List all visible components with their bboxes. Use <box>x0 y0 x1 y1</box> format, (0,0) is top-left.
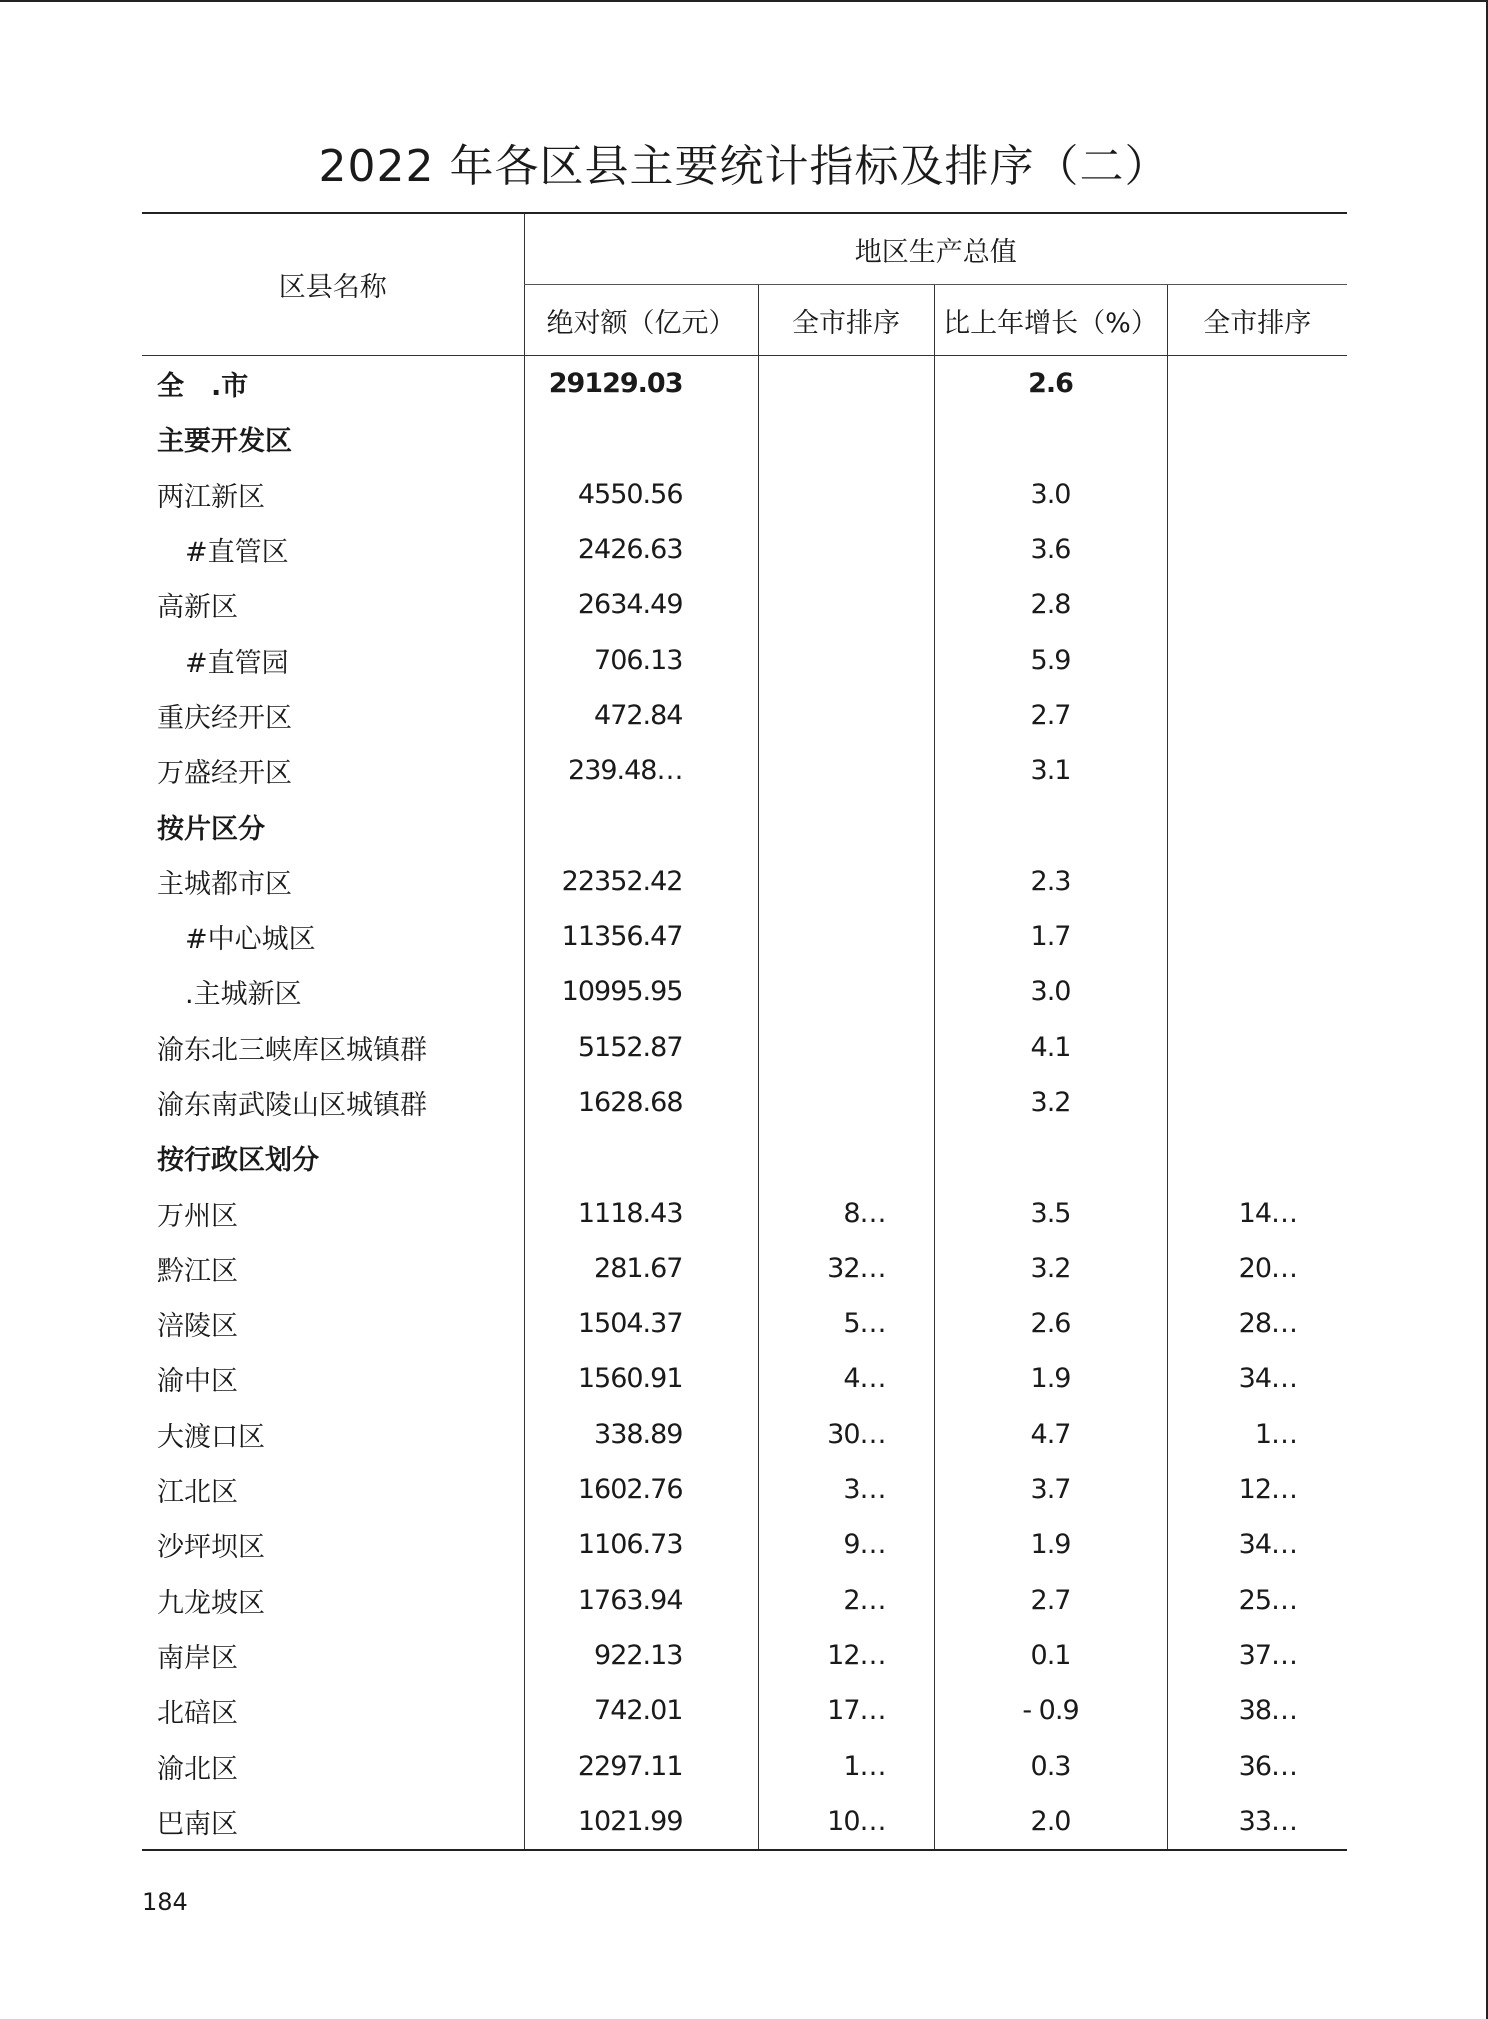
row-growth: 1.9 <box>934 1517 1167 1572</box>
row-rank: 10… <box>758 1794 934 1850</box>
row-growth <box>934 798 1167 853</box>
row-growth: 5.9 <box>934 632 1167 687</box>
row-growth: 3.2 <box>934 1075 1167 1130</box>
row-growth: 2.0 <box>934 1794 1167 1850</box>
row-absolute-value: 4550.56 <box>524 467 758 522</box>
row-growth-rank: 12… <box>1167 1462 1347 1517</box>
row-absolute-value <box>524 1130 758 1185</box>
row-growth-rank <box>1167 743 1347 798</box>
row-growth-rank: 34… <box>1167 1351 1347 1406</box>
row-growth: 2.3 <box>934 854 1167 909</box>
row-growth: 4.7 <box>934 1407 1167 1462</box>
row-growth: 4.1 <box>934 1020 1167 1075</box>
row-absolute-value: 1021.99 <box>524 1794 758 1850</box>
row-growth: 2.6 <box>934 356 1167 412</box>
table-row <box>142 1462 1347 1517</box>
table-row <box>142 1407 1347 1462</box>
row-growth: 2.7 <box>934 688 1167 743</box>
row-rank <box>758 743 934 798</box>
row-name: #中心城区 <box>185 924 316 956</box>
table-row <box>142 467 1347 522</box>
row-name: 万州区 <box>157 1200 238 1232</box>
row-name: 南岸区 <box>157 1642 238 1674</box>
row-name: 北碚区 <box>157 1698 238 1730</box>
row-name: 九龙坡区 <box>157 1587 265 1619</box>
row-absolute-value: 1763.94 <box>524 1573 758 1628</box>
row-rank <box>758 909 934 964</box>
row-name: #直管区 <box>185 537 289 569</box>
row-growth-rank: 25… <box>1167 1573 1347 1628</box>
row-absolute-value: 1106.73 <box>524 1517 758 1572</box>
table-row <box>142 798 1347 853</box>
table-row <box>142 632 1347 687</box>
row-name: 巴南区 <box>157 1808 238 1840</box>
row-absolute-value: 1628.68 <box>524 1075 758 1130</box>
row-name: 渝东北三峡库区城镇群 <box>157 1034 427 1066</box>
row-name: 按片区分 <box>157 813 265 845</box>
row-name: 高新区 <box>157 592 238 624</box>
row-name: 渝中区 <box>157 1366 238 1398</box>
row-name: 沙坪坝区 <box>157 1532 265 1564</box>
row-absolute-value: 2426.63 <box>524 522 758 577</box>
row-absolute-value: 281.67 <box>524 1241 758 1296</box>
row-name: 渝北区 <box>157 1753 238 1785</box>
row-absolute-value: 742.01 <box>524 1683 758 1738</box>
row-rank <box>758 1075 934 1130</box>
row-growth: 3.0 <box>934 467 1167 522</box>
row-name: 两江新区 <box>157 481 265 513</box>
row-absolute-value <box>524 798 758 853</box>
table-row <box>142 909 1347 964</box>
row-growth-rank: 36… <box>1167 1738 1347 1793</box>
row-growth-rank: 38… <box>1167 1683 1347 1738</box>
row-name: 重庆经开区 <box>157 702 292 734</box>
row-rank: 3… <box>758 1462 934 1517</box>
row-absolute-value: 2634.49 <box>524 577 758 632</box>
table-row <box>142 1683 1347 1738</box>
row-absolute-value: 11356.47 <box>524 909 758 964</box>
row-growth: 2.8 <box>934 577 1167 632</box>
row-name: .主城新区 <box>185 979 302 1011</box>
row-rank <box>758 798 934 853</box>
row-growth-rank <box>1167 854 1347 909</box>
row-rank <box>758 964 934 1019</box>
row-rank: 12… <box>758 1628 934 1683</box>
row-rank: 1… <box>758 1738 934 1793</box>
table-row <box>142 964 1347 1019</box>
row-growth: 0.3 <box>934 1738 1167 1793</box>
row-rank: 5… <box>758 1296 934 1351</box>
table-row <box>142 743 1347 798</box>
row-absolute-value: 1602.76 <box>524 1462 758 1517</box>
row-absolute-value: 1560.91 <box>524 1351 758 1406</box>
row-growth-rank: 33… <box>1167 1794 1347 1850</box>
table-row <box>142 1241 1347 1296</box>
row-growth-rank <box>1167 1130 1347 1185</box>
row-rank: 4… <box>758 1351 934 1406</box>
table-row <box>142 1185 1347 1240</box>
table-row <box>142 1517 1347 1572</box>
row-rank <box>758 854 934 909</box>
row-absolute-value: 2297.11 <box>524 1738 758 1793</box>
row-growth: 3.0 <box>934 964 1167 1019</box>
row-rank: 9… <box>758 1517 934 1572</box>
row-growth: 3.1 <box>934 743 1167 798</box>
table-row <box>142 1351 1347 1406</box>
row-rank <box>758 1130 934 1185</box>
row-growth <box>934 411 1167 466</box>
row-name: 大渡口区 <box>157 1421 265 1453</box>
row-absolute-value: 1118.43 <box>524 1185 758 1240</box>
row-growth-rank <box>1167 411 1347 466</box>
table-row <box>142 577 1347 632</box>
row-absolute-value: 22352.42 <box>524 854 758 909</box>
table-row <box>142 356 1347 412</box>
table-row <box>142 1573 1347 1628</box>
row-absolute-value: 472.84 <box>524 688 758 743</box>
column-header-absolute: 绝对额（亿元） <box>524 285 758 356</box>
row-name: 江北区 <box>157 1477 238 1509</box>
row-growth-rank: 28… <box>1167 1296 1347 1351</box>
row-name: 全 .市 <box>157 371 249 403</box>
row-growth-rank <box>1167 1075 1347 1130</box>
row-name: 按行政区划分 <box>157 1145 319 1177</box>
row-growth: 2.6 <box>934 1296 1167 1351</box>
table-row <box>142 1130 1347 1185</box>
row-growth <box>934 1130 1167 1185</box>
row-rank: 2… <box>758 1573 934 1628</box>
row-rank <box>758 1020 934 1075</box>
statistics-table <box>142 212 1347 1851</box>
row-rank: 8… <box>758 1185 934 1240</box>
row-name: 黔江区 <box>157 1255 238 1287</box>
row-growth-rank: 37… <box>1167 1628 1347 1683</box>
row-absolute-value: 338.89 <box>524 1407 758 1462</box>
table-row <box>142 1738 1347 1793</box>
row-growth-rank <box>1167 467 1347 522</box>
column-header-rank: 全市排序 <box>758 285 934 356</box>
row-absolute-value: 239.48… <box>524 743 758 798</box>
row-growth-rank: 20… <box>1167 1241 1347 1296</box>
row-absolute-value: 922.13 <box>524 1628 758 1683</box>
table-row <box>142 1794 1347 1850</box>
row-growth: 2.7 <box>934 1573 1167 1628</box>
table-body <box>142 356 1347 1851</box>
row-growth-rank <box>1167 522 1347 577</box>
row-growth-rank <box>1167 577 1347 632</box>
row-growth-rank: 34… <box>1167 1517 1347 1572</box>
row-absolute-value: 10995.95 <box>524 964 758 1019</box>
row-rank: 32… <box>758 1241 934 1296</box>
row-rank <box>758 522 934 577</box>
row-rank <box>758 577 934 632</box>
table-row <box>142 1296 1347 1351</box>
page-number: 184 <box>142 1888 188 1916</box>
row-growth-rank <box>1167 964 1347 1019</box>
row-growth: - 0.9 <box>934 1683 1167 1738</box>
row-name: 主城都市区 <box>157 868 292 900</box>
row-growth-rank <box>1167 632 1347 687</box>
row-rank: 30… <box>758 1407 934 1462</box>
row-absolute-value: 5152.87 <box>524 1020 758 1075</box>
row-rank <box>758 688 934 743</box>
column-header-growth-rank: 全市排序 <box>1167 285 1347 356</box>
column-header-growth: 比上年增长（%） <box>934 285 1167 356</box>
table-row <box>142 854 1347 909</box>
table-row <box>142 1628 1347 1683</box>
row-rank <box>758 356 934 412</box>
column-header-district-name: 区县名称 <box>278 272 387 303</box>
row-name: 渝东南武陵山区城镇群 <box>157 1090 427 1121</box>
row-growth-rank: 14… <box>1167 1185 1347 1240</box>
row-absolute-value: 706.13 <box>524 632 758 687</box>
row-absolute-value <box>524 411 758 466</box>
page-title: 2022 年各区县主要统计指标及排序（二） <box>318 141 1170 192</box>
row-growth: 1.7 <box>934 909 1167 964</box>
table-header <box>142 213 1347 356</box>
row-rank <box>758 632 934 687</box>
table-row <box>142 522 1347 577</box>
row-growth: 0.1 <box>934 1628 1167 1683</box>
row-name: #直管园 <box>185 647 289 679</box>
row-growth-rank <box>1167 356 1347 412</box>
row-growth: 1.9 <box>934 1351 1167 1406</box>
row-growth-rank <box>1167 909 1347 964</box>
row-growth-rank <box>1167 1020 1347 1075</box>
column-group-gdp: 地区生产总值 <box>524 213 1347 285</box>
row-growth: 3.5 <box>934 1185 1167 1240</box>
table-row <box>142 688 1347 743</box>
row-absolute-value: 1504.37 <box>524 1296 758 1351</box>
row-rank <box>758 411 934 466</box>
row-growth: 3.7 <box>934 1462 1167 1517</box>
row-growth-rank <box>1167 798 1347 853</box>
row-growth-rank: 1… <box>1167 1407 1347 1462</box>
row-growth: 3.2 <box>934 1241 1167 1296</box>
row-growth-rank <box>1167 688 1347 743</box>
page-top-rule <box>0 0 1488 2</box>
table-row <box>142 1020 1347 1075</box>
row-growth: 3.6 <box>934 522 1167 577</box>
row-name: 万盛经开区 <box>157 758 292 790</box>
row-name: 主要开发区 <box>157 426 292 458</box>
table-row <box>142 411 1347 466</box>
row-rank <box>758 467 934 522</box>
row-name: 涪陵区 <box>157 1311 238 1343</box>
row-absolute-value: 29129.03 <box>524 356 758 412</box>
table-row <box>142 1075 1347 1130</box>
row-rank: 17… <box>758 1683 934 1738</box>
